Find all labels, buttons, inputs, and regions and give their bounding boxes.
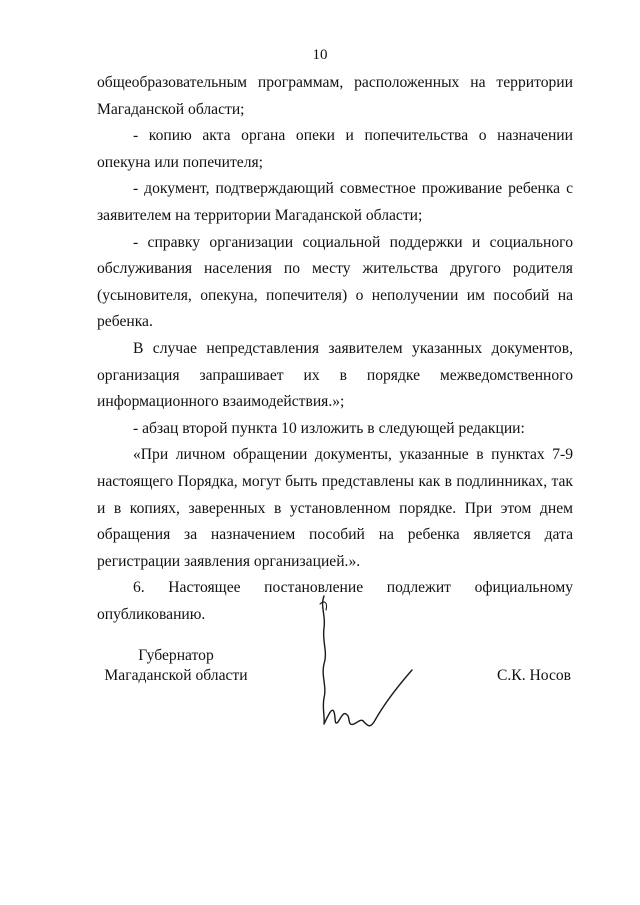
body-text — [97, 70, 573, 628]
signatory-title-line-1: Губернатор — [138, 647, 214, 664]
paragraph: - копию акта органа опеки и попечительства о назначении опекуна или попечителя; — [97, 127, 573, 171]
paragraph: - справку организации социальной поддержки и социального обслуживания населения по месту жительства другого родителя (усыновителя, опекуна, попечителя) о неполучении им пособий на ребенка. — [97, 233, 573, 331]
paragraph: 6. Настоящее постановление подлежит официальному опубликованию. — [97, 579, 573, 623]
signatory-title — [101, 646, 251, 686]
signatory-title-line-2: Магаданской области — [104, 667, 248, 684]
paragraph: В случае непредставления заявителем указанных документов, организация запрашивает их в порядке межведомственного информационного взаимодействия.»; — [97, 339, 573, 411]
paragraph: «При личном обращении документы, указанные в пунктах 7-9 настоящего Порядка, могут быть представлены как в подлинниках, так и в копиях, заверенных в установленном порядке. При этом днем обращения за назначением пособий на ребенка является дата регистрации заявления организацией.». — [97, 446, 573, 570]
paragraph: - документ, подтверждающий совместное проживание ребенка с заявителем на территории Магаданской области; — [97, 180, 573, 224]
paragraph: общеобразовательным программам, расположенных на территории Магаданской области; — [97, 74, 573, 118]
paragraph: - абзац второй пункта 10 изложить в следующей редакции: — [133, 419, 525, 437]
page-number: 10 — [312, 47, 328, 63]
signatory-name: С.К. Носов — [497, 667, 572, 684]
